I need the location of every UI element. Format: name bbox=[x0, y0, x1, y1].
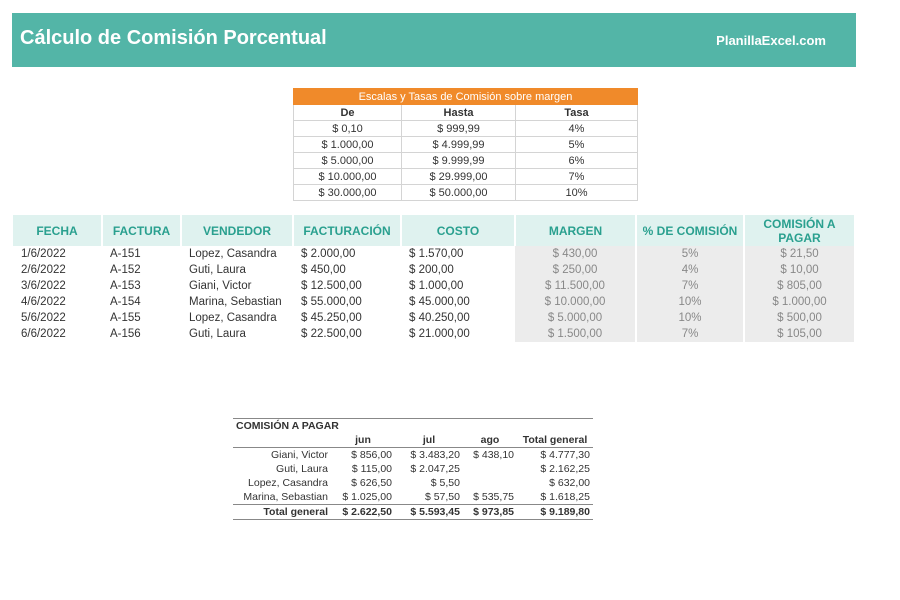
pivot-total-cell: $ 5.593,45 bbox=[395, 505, 463, 520]
cell-fecha: 5/6/2022 bbox=[21, 312, 66, 324]
pivot-cell: $ 626,50 bbox=[351, 477, 392, 489]
cell-facturacion: $ 22.500,00 bbox=[301, 328, 362, 340]
rates-cell: 6% bbox=[516, 153, 638, 169]
pivot-cell: $ 5,50 bbox=[430, 477, 460, 489]
cell-facturacion: $ 450,00 bbox=[301, 264, 346, 276]
rates-cell: $ 10.000,00 bbox=[294, 169, 402, 185]
pivot-cell: $ 438,10 bbox=[473, 449, 514, 461]
cell-margen: $ 11.500,00 bbox=[515, 278, 636, 294]
pivot-seller: Guti, Laura bbox=[276, 463, 328, 475]
title-banner bbox=[12, 13, 856, 67]
cell-porcentaje: 10% bbox=[636, 310, 744, 326]
pivot-total-cell: $ 2.622,50 bbox=[331, 505, 395, 520]
rates-row bbox=[294, 169, 638, 185]
sales-table bbox=[13, 215, 856, 342]
rates-cell: $ 9.999,99 bbox=[402, 153, 516, 169]
cell-vendedor: Guti, Laura bbox=[189, 328, 246, 340]
pivot-cell: $ 632,00 bbox=[549, 477, 590, 489]
rates-row bbox=[294, 185, 638, 201]
cell-factura: A-152 bbox=[110, 264, 141, 276]
rates-cell: $ 29.999,00 bbox=[402, 169, 516, 185]
pivot-cell: $ 2.162,25 bbox=[540, 463, 590, 475]
cell-facturacion: $ 45.250,00 bbox=[301, 312, 362, 324]
pivot-row bbox=[233, 476, 593, 490]
pivot-cell: $ 4.777,30 bbox=[540, 449, 590, 461]
pivot-header-ago: ago bbox=[463, 433, 517, 448]
cell-costo: $ 1.570,00 bbox=[409, 248, 464, 260]
cell-margen: $ 430,00 bbox=[515, 246, 636, 262]
pivot-total-cell: $ 973,85 bbox=[463, 505, 517, 520]
rates-cell: $ 999,99 bbox=[402, 121, 516, 137]
rates-cell: 10% bbox=[516, 185, 638, 201]
rates-cell: $ 30.000,00 bbox=[294, 185, 402, 201]
pivot-row bbox=[233, 462, 593, 476]
table-row bbox=[13, 278, 855, 294]
cell-porcentaje: 10% bbox=[636, 294, 744, 310]
cell-vendedor: Giani, Victor bbox=[189, 280, 252, 292]
header-vendedor: VENDEDOR bbox=[181, 215, 293, 246]
cell-comision: $ 1.000,00 bbox=[744, 294, 855, 310]
commission-pivot-table bbox=[233, 418, 593, 520]
pivot-title: COMISIÓN A PAGAR bbox=[233, 419, 593, 434]
pivot-cell: $ 3.483,20 bbox=[410, 449, 460, 461]
rates-row bbox=[294, 121, 638, 137]
cell-facturacion: $ 12.500,00 bbox=[301, 280, 362, 292]
pivot-cell bbox=[463, 476, 517, 490]
cell-comision: $ 500,00 bbox=[744, 310, 855, 326]
header-costo: COSTO bbox=[401, 215, 515, 246]
rates-title: Escalas y Tasas de Comisión sobre margen bbox=[294, 89, 638, 105]
rates-cell: $ 1.000,00 bbox=[294, 137, 402, 153]
cell-vendedor: Lopez, Casandra bbox=[189, 312, 277, 324]
cell-margen: $ 10.000,00 bbox=[515, 294, 636, 310]
cell-factura: A-153 bbox=[110, 280, 141, 292]
pivot-header bbox=[233, 433, 331, 448]
cell-costo: $ 21.000,00 bbox=[409, 328, 470, 340]
cell-factura: A-155 bbox=[110, 312, 141, 324]
pivot-header-row bbox=[233, 433, 593, 448]
cell-vendedor: Lopez, Casandra bbox=[189, 248, 277, 260]
rates-header-from: De bbox=[294, 105, 402, 121]
cell-fecha: 1/6/2022 bbox=[21, 248, 66, 260]
cell-comision: $ 805,00 bbox=[744, 278, 855, 294]
cell-vendedor: Marina, Sebastian bbox=[189, 296, 282, 308]
pivot-seller: Giani, Victor bbox=[271, 449, 328, 461]
pivot-seller: Lopez, Casandra bbox=[248, 477, 328, 489]
rates-cell: 5% bbox=[516, 137, 638, 153]
cell-comision: $ 105,00 bbox=[744, 326, 855, 342]
rates-row bbox=[294, 137, 638, 153]
brand-label: PlanillaExcel.com bbox=[716, 33, 826, 48]
table-row bbox=[13, 326, 855, 342]
pivot-cell: $ 1.025,00 bbox=[342, 491, 392, 503]
cell-fecha: 2/6/2022 bbox=[21, 264, 66, 276]
rates-row bbox=[294, 153, 638, 169]
pivot-cell bbox=[463, 462, 517, 476]
cell-costo: $ 200,00 bbox=[409, 264, 454, 276]
pivot-cell: $ 1.618,25 bbox=[540, 491, 590, 503]
cell-factura: A-151 bbox=[110, 248, 141, 260]
cell-comision: $ 21,50 bbox=[744, 246, 855, 262]
table-row bbox=[13, 262, 855, 278]
cell-facturacion: $ 2.000,00 bbox=[301, 248, 356, 260]
table-row bbox=[13, 310, 855, 326]
commission-rates-table bbox=[293, 88, 638, 201]
cell-costo: $ 45.000,00 bbox=[409, 296, 470, 308]
cell-fecha: 6/6/2022 bbox=[21, 328, 66, 340]
cell-comision: $ 10,00 bbox=[744, 262, 855, 278]
cell-factura: A-156 bbox=[110, 328, 141, 340]
cell-porcentaje: 5% bbox=[636, 246, 744, 262]
header-margen: MARGEN bbox=[515, 215, 636, 246]
pivot-header-total: Total general bbox=[517, 433, 593, 448]
rates-cell: $ 50.000,00 bbox=[402, 185, 516, 201]
header-fecha: FECHA bbox=[13, 215, 102, 246]
pivot-total-row bbox=[233, 505, 593, 520]
sales-header-row bbox=[13, 215, 855, 246]
cell-facturacion: $ 55.000,00 bbox=[301, 296, 362, 308]
header-comision-a-pagar: COMISIÓN A PAGAR bbox=[744, 215, 855, 246]
cell-margen: $ 5.000,00 bbox=[515, 310, 636, 326]
pivot-cell: $ 115,00 bbox=[351, 463, 392, 475]
cell-margen: $ 250,00 bbox=[515, 262, 636, 278]
pivot-cell: $ 57,50 bbox=[424, 491, 460, 503]
cell-costo: $ 40.250,00 bbox=[409, 312, 470, 324]
cell-porcentaje: 7% bbox=[636, 326, 744, 342]
pivot-cell: $ 535,75 bbox=[473, 491, 514, 503]
header-factura: FACTURA bbox=[102, 215, 181, 246]
rates-cell: 7% bbox=[516, 169, 638, 185]
cell-porcentaje: 4% bbox=[636, 262, 744, 278]
header-porcentaje-comision: % DE COMISIÓN bbox=[636, 215, 744, 246]
rates-header-rate: Tasa bbox=[516, 105, 638, 121]
pivot-cell: $ 2.047,25 bbox=[410, 463, 460, 475]
cell-porcentaje: 7% bbox=[636, 278, 744, 294]
cell-factura: A-154 bbox=[110, 296, 141, 308]
table-row bbox=[13, 294, 855, 310]
rates-cell: $ 4.999,99 bbox=[402, 137, 516, 153]
rates-cell: $ 0,10 bbox=[294, 121, 402, 137]
rates-cell: $ 5.000,00 bbox=[294, 153, 402, 169]
rates-cell: 4% bbox=[516, 121, 638, 137]
pivot-seller: Marina, Sebastian bbox=[243, 491, 328, 503]
rates-header-to: Hasta bbox=[402, 105, 516, 121]
pivot-total-label: Total general bbox=[233, 505, 331, 520]
pivot-row bbox=[233, 448, 593, 463]
pivot-total-cell: $ 9.189,80 bbox=[517, 505, 593, 520]
table-row bbox=[13, 246, 855, 262]
pivot-header-jun: jun bbox=[331, 433, 395, 448]
cell-fecha: 3/6/2022 bbox=[21, 280, 66, 292]
pivot-header-jul: jul bbox=[395, 433, 463, 448]
page-title: Cálculo de Comisión Porcentual bbox=[20, 27, 327, 49]
pivot-cell: $ 856,00 bbox=[351, 449, 392, 461]
header-facturacion: FACTURACIÓN bbox=[293, 215, 401, 246]
cell-margen: $ 1.500,00 bbox=[515, 326, 636, 342]
pivot-row bbox=[233, 490, 593, 505]
cell-vendedor: Guti, Laura bbox=[189, 264, 246, 276]
cell-costo: $ 1.000,00 bbox=[409, 280, 464, 292]
cell-fecha: 4/6/2022 bbox=[21, 296, 66, 308]
